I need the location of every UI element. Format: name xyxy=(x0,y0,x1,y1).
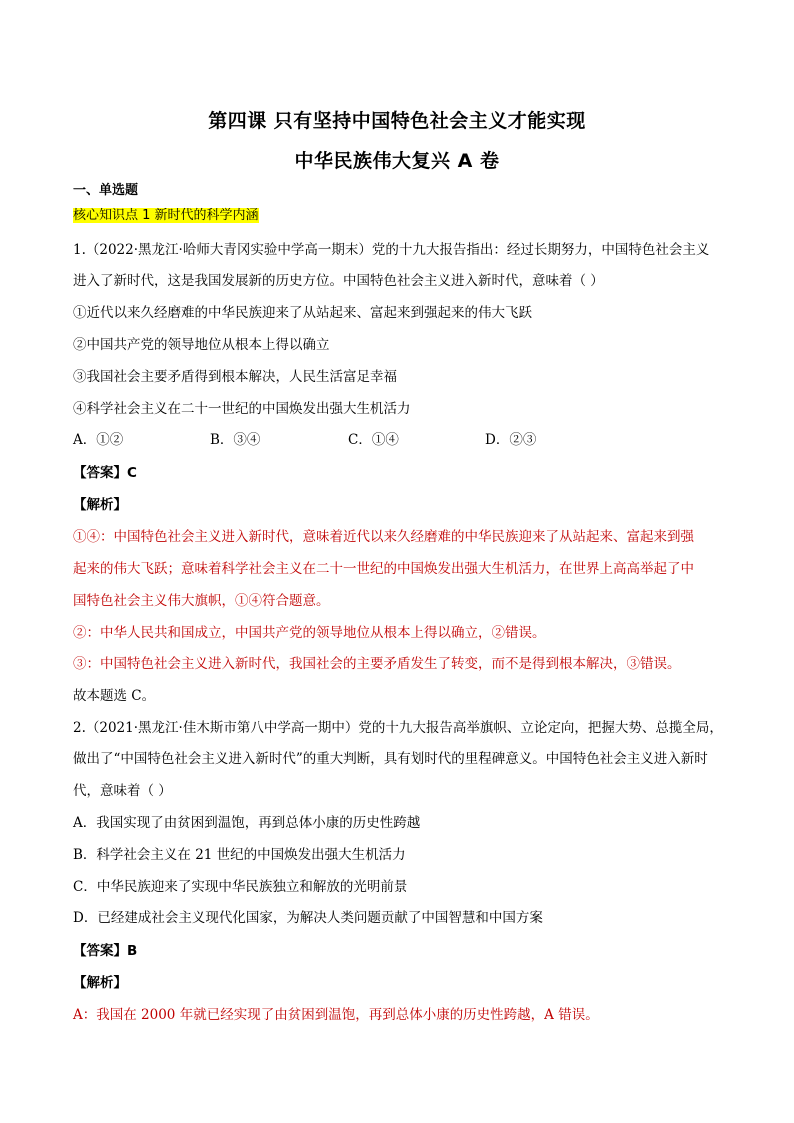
q2-option-b: B．科学社会主义在 21 世纪的中国焕发出强大生机活力 xyxy=(73,847,406,863)
title-line-2: 中华民族伟大复兴 A 卷 xyxy=(294,150,500,172)
q1-item-2: ②中国共产党的领导地位从根本上得以确立 xyxy=(73,337,330,353)
q1-item-1: ①近代以来久经磨难的中华民族迎来了从站起来、富起来到强起来的伟大飞跃 xyxy=(73,305,532,321)
q1-stem-line-2: 进入了新时代，这是我国发展新的历史方位。中国特色社会主义进入新时代，意味着（ ） xyxy=(73,273,604,289)
q2-option-c: C．中华民族迎来了实现中华民族独立和解放的光明前景 xyxy=(73,879,408,895)
title-line-1: 第四课 只有坚持中国特色社会主义才能实现 xyxy=(208,110,586,132)
q1-option-d: D．②③ xyxy=(485,432,537,448)
q1-conclusion: 故本题选 C。 xyxy=(73,688,156,704)
knowledge-point xyxy=(73,205,723,226)
q1-analysis-line-3: 国特色社会主义伟大旗帜，①④符合题意。 xyxy=(73,593,330,609)
q2-option-d: D．已经建成社会主义现代化国家，为解决人类问题贡献了中国智慧和中国方案 xyxy=(73,910,543,926)
q2-option-a: A．我国实现了由贫困到温饱，再到总体小康的历史性跨越 xyxy=(73,815,421,831)
q1-option-b: B．③④ xyxy=(210,432,261,448)
q2-answer: 【答案】B xyxy=(73,943,138,959)
section-heading: 一、单选题 xyxy=(73,183,139,198)
q1-analysis-line-2: 起来的伟大飞跃；意味着科学社会主义在二十一世纪的中国焕发出强大生机活力，在世界上高高举起了中 xyxy=(73,561,694,577)
q1-analysis-line-5: ③：中国特色社会主义进入新时代，我国社会的主要矛盾发生了转变，而不是得到根本解决，③错误。 xyxy=(73,656,681,672)
q1-analysis-line-4: ②：中华人民共和国成立，中国共产党的领导地位从根本上得以确立，②错误。 xyxy=(73,625,546,641)
q2-stem-line-3: 代，意味着（ ） xyxy=(73,783,172,799)
q2-stem-line-2: 做出了“中国特色社会主义进入新时代”的重大判断，具有划时代的里程碑意义。中国特色社会主义进入新时 xyxy=(73,751,708,767)
q2-stem-line-1: 2.（2021·黑龙江·佳木斯市第八中学高一期中）党的十九大报告高举旗帜、立论定向，把握大势、总揽全局， xyxy=(73,720,723,736)
q1-option-a: A．①② xyxy=(73,432,124,448)
q1-analysis-line-1: ①④：中国特色社会主义进入新时代，意味着近代以来久经磨难的中华民族迎来了从站起来、富起来到强 xyxy=(73,529,694,545)
q1-item-3: ③我国社会主要矛盾得到根本解决，人民生活富足幸福 xyxy=(73,369,397,385)
q1-item-4: ④科学社会主义在二十一世纪的中国焕发出强大生机活力 xyxy=(73,401,411,417)
q1-answer: 【答案】C xyxy=(73,465,137,481)
q2-analysis-line-1: A：我国在 2000 年就已经实现了由贫困到温饱，再到总体小康的历史性跨越，A 错误。 xyxy=(73,1007,599,1023)
q1-option-c: C．①④ xyxy=(348,432,399,448)
q1-stem-line-1: 1.（2022·黑龙江·哈师大青冈实验中学高一期末）党的十九大报告指出：经过长期努力，中国特色社会主义 xyxy=(73,242,710,258)
q1-analysis-label: 【解析】 xyxy=(73,497,127,513)
knowledge-point-label: 核心知识点 1 新时代的科学内涵 xyxy=(73,208,259,223)
q2-analysis-label: 【解析】 xyxy=(73,975,127,991)
